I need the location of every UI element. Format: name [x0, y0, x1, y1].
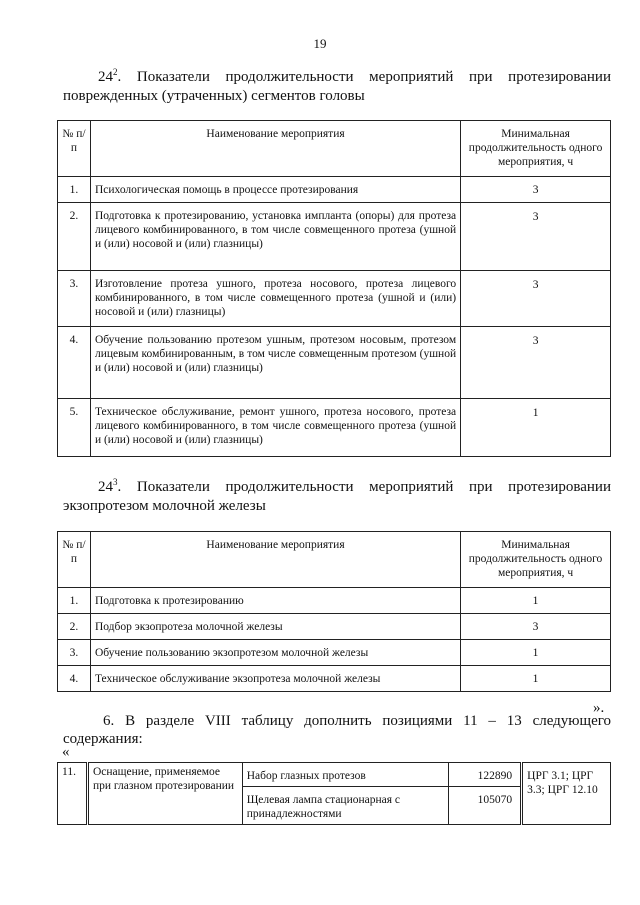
- row-value: 3: [461, 327, 611, 399]
- row-name: Обучение пользованию экзопротезом молочной железы: [90, 640, 460, 666]
- section-superscript: 2: [113, 67, 118, 77]
- table-row: [58, 177, 611, 203]
- section-number: 24: [98, 479, 113, 495]
- row-value: 3: [461, 203, 611, 271]
- equipment-item-code: 105070: [449, 787, 522, 825]
- table-row: [58, 399, 611, 457]
- row-value: 3: [461, 271, 611, 327]
- equipment-item-name: Щелевая лампа стационарная с принадлежностями: [242, 787, 449, 825]
- header-duration: Минимальная продолжительность одного мероприятия, ч: [461, 532, 611, 588]
- row-value: 3: [461, 614, 611, 640]
- table-row: [58, 588, 611, 614]
- header-num: № п/п: [58, 121, 91, 177]
- row-num: 3.: [58, 271, 91, 327]
- section-heading-24-2: [63, 68, 611, 106]
- paragraph-text: 6. В разделе VIII таблицу дополнить позициями 11 – 13 следующего содержания:: [63, 713, 611, 747]
- equipment-category: Оснащение, применяемое при глазном протезировании: [87, 763, 242, 825]
- row-num: 2.: [58, 614, 91, 640]
- row-name: Техническое обслуживание, ремонт ушного, протеза носового, протеза лицевого комбинированного, в том числе совмещенного протеза (ушной и (или) носовой и (или) глазницы): [90, 399, 460, 457]
- row-name: Психологическая помощь в процессе протезирования: [90, 177, 460, 203]
- row-num: 4.: [58, 327, 91, 399]
- header-num: № п/п: [58, 532, 91, 588]
- closing-quote: ».: [593, 700, 605, 716]
- row-value: 1: [461, 640, 611, 666]
- durations-table-breast-exoprosthesis: [57, 531, 611, 692]
- row-name: Техническое обслуживание экзопротеза молочной железы: [90, 666, 460, 692]
- position-number: 11.: [58, 763, 88, 825]
- row-name: Подготовка к протезированию: [90, 588, 460, 614]
- row-value: 3: [461, 177, 611, 203]
- page-number: 19: [313, 36, 327, 51]
- equipment-item-code: 122890: [449, 763, 522, 787]
- durations-table-head-prosthetics: [57, 120, 611, 457]
- equipment-item-name: Набор глазных протезов: [242, 763, 449, 787]
- row-num: 5.: [58, 399, 91, 457]
- row-name: Изготовление протеза ушного, протеза носового, протеза лицевого комбинированного, в том числе совмещенного протеза (ушной и (или) носовой и (или) глазницы): [90, 271, 460, 327]
- row-value: 1: [461, 666, 611, 692]
- table-header-row: [58, 532, 611, 588]
- row-name: Обучение пользованию протезом ушным, протезом носовым, протезом лицевым комбинированным, в том числе совмещенным протезом (ушной и (или) носовой и (или) глазницы): [90, 327, 460, 399]
- amendment-paragraph: [63, 712, 611, 748]
- table-row: [58, 640, 611, 666]
- table-row: [58, 763, 611, 787]
- row-num: 4.: [58, 666, 91, 692]
- table-row: [58, 271, 611, 327]
- opening-quote: «: [62, 744, 70, 760]
- section-title: . Показатели продолжительности мероприятий при протезировании экзопротезом молочной железы: [63, 479, 611, 514]
- reference-codes: ЦРГ 3.1; ЦРГ 3.3; ЦРГ 12.10: [522, 763, 611, 825]
- equipment-table: [57, 762, 611, 825]
- section-heading-24-3: [63, 478, 611, 516]
- section-superscript: 3: [113, 477, 118, 487]
- section-number: 24: [98, 69, 113, 85]
- table-row: [58, 327, 611, 399]
- header-duration: Минимальная продолжительность одного мероприятия, ч: [461, 121, 611, 177]
- row-value: 1: [461, 588, 611, 614]
- table-row: [58, 614, 611, 640]
- row-name: Подготовка к протезированию, установка импланта (опоры) для протеза лицевого комбинированного, в том числе совмещенного протеза (ушной и (или) носовой и (или) глазницы): [90, 203, 460, 271]
- section-title: . Показатели продолжительности мероприятий при протезировании поврежденных (утраченных) сегментов головы: [63, 69, 611, 104]
- row-num: 1.: [58, 588, 91, 614]
- row-name: Подбор экзопротеза молочной железы: [90, 614, 460, 640]
- row-value: 1: [461, 399, 611, 457]
- row-num: 3.: [58, 640, 91, 666]
- table-header-row: [58, 121, 611, 177]
- header-name: Наименование мероприятия: [90, 121, 460, 177]
- table-row: [58, 666, 611, 692]
- row-num: 1.: [58, 177, 91, 203]
- row-num: 2.: [58, 203, 91, 271]
- table-row: [58, 203, 611, 271]
- header-name: Наименование мероприятия: [90, 532, 460, 588]
